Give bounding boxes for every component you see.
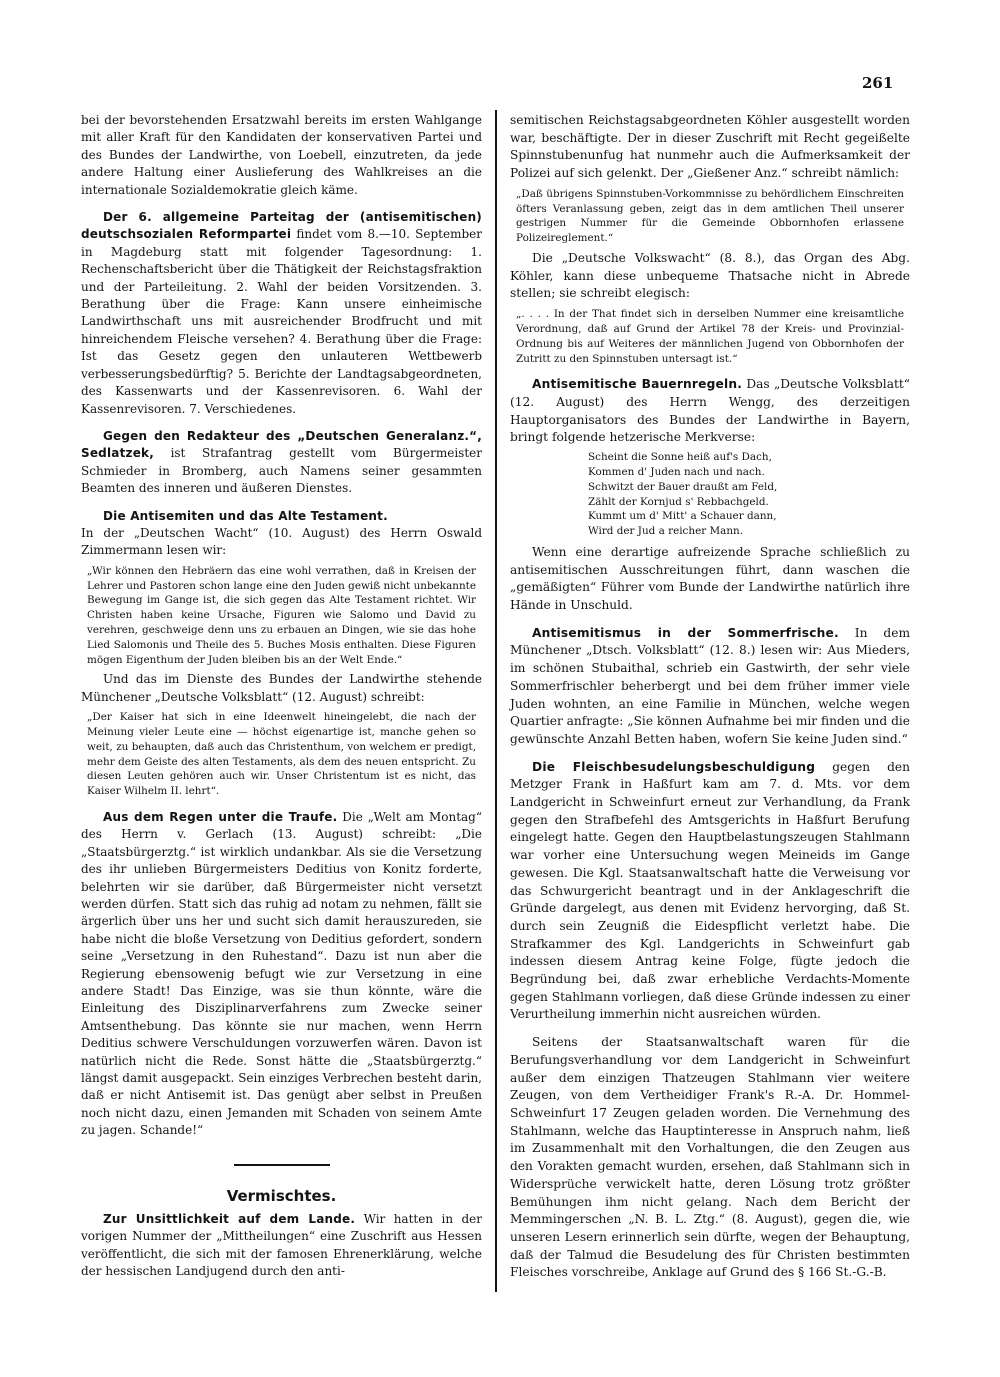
article-bauernregeln <box>510 376 910 447</box>
article-text: findet vom 8.—10. September in Magdeburg statt mit folgender Tagesordnung: 1. Rechenschaftsbericht über die Thätigkeit der Reichstagsfraktion und der Parteileitung. 2. Wahl der beiden Vorsitzenden. 3. Berathung über die Frage: Kann unsere einheimische Landwirthschaft uns mit ausreichender Brodfrucht und mit hinreichendem Fleische versehen? 4. Berathung über die Frage: Ist das Gesetz gegen den unlauteren Wettbewerb verbesserungsbedürftig? 5. Berichte der Landtagsabgeordneten, des Kassenwarts und der Kassenrevisoren. 6. Wahl der Kassenrevisoren. 7. Verschiedenes. <box>81 227 482 416</box>
article-text: Das „Deutsche Volksblatt“ (12. August) des Herrn Wengg, des derzeitigen Hauptorganisators des Bundes der Landwirthe in Bayern, bringt folgende hetzerische Merkverse: <box>510 377 911 445</box>
paragraph: Wenn eine derartige aufreizende Sprache schließlich zu antisemitischen Ausschreitungen führt, dann waschen die „gemäßigten“ Führer vom Bunde der Landwirthe natürlich ihre Hände in Unschuld. <box>510 544 910 612</box>
article-heading: Aus dem Regen unter die Traufe. <box>103 809 338 824</box>
verse-line: Zählt der Kornjud s' Rebbachgeld. <box>588 495 769 508</box>
paragraph: Die „Deutsche Volkswacht“ (8. 8.), das Organ des Abg. Köhler, kann diese unbequeme Thatsache nicht in Abrede stellen; sie schreibt elegisch: <box>510 251 910 301</box>
verse-line: Schwitzt der Bauer draußt am Feld, <box>588 480 778 493</box>
right-column <box>510 112 910 1282</box>
article-text: Die „Welt am Montag“ des Herrn v. Gerlach (13. August) schreibt: „Die „Staatsbürgerztg.“ ist wirklich undankbar. Als sie die Versetzung des ihr unlieben Bürgermeisters Deditius von Konitz forderte, belehrten wir sie darüber, daß Bürgermeister nicht versetzt werden dürfen. Statt sich das ruhig ad notam zu nehmen, fällt sie ärgerlich über uns her und sucht sich damit herauszureden, sie habe nicht die bloße Versetzung von Deditius gefordert, sondern seine „Versetzung in den Ruhestand“. Dazu ist nun aber die Regierung ebensowenig befugt wie zur Versetzung in eine andere Stadt! Das Einzige, was sie thun könnte, wäre die Einleitung des Disziplinarverfahrens zum Zwecke seiner Amtsenthebung. Das könnte sie nur machen, wenn Herrn Deditius schwere Verschuldungen vorzuwerfen wären. Davon ist natürlich nicht die Rede. Sonst hätte die „Staatsbürgerztg.“ längst damit ausgepackt. Sein einziges Verbrechen besteht darin, daß er nicht Antisemit ist. Das genügt aber selbst in Preußen noch nicht dazu, einen Jemanden mit Schaden von seinem Amte zu jagen. Schande!“ <box>81 809 482 1138</box>
article-heading: Antisemitismus in der Sommerfrische. <box>532 625 839 640</box>
paragraph: Seitens der Staatsanwaltschaft waren für die Berufungsverhandlung vor dem Landgericht in Schweinfurt außer dem einzigen Thatzeugen Stahlmann vier weitere Zeugen, von dem Vertheidiger Frank's R.-A. Dr. Hommel-Schweinfurt 17 Zeugen geladen worden. Die Vernehmung des Stahlmann, welche das Hauptinteresse in Anspruch nahm, ließ im Zusammenhalt mit den Vorhaltungen, die den Zeugen aus den Vorakten gemacht wurden, ersehen, daß Stahlmann sich in Widersprüche verwickelt hatte, deren Lösung trotz größter Bemühungen ihm nicht gelang. Nach dem Bericht der Memmingerschen „N. B. L. Ztg.“ (8. August), gegen die, wie unseren Lesern erinnerlich sein dürfte, wegen der Behauptung, daß der Talmud die Besudelung des für Christen bestimmten Fleisches vorschreibe, Anklage auf Grund des § 166 St.-G.-B. <box>510 1035 910 1280</box>
article-sommerfrische <box>510 625 910 749</box>
verse-line: Kummt um d' Mitt' a Schauer dann, <box>588 510 777 523</box>
article-parteitag <box>81 209 482 418</box>
column-divider <box>495 110 497 1292</box>
article-fleischbesudelung <box>510 759 910 1025</box>
verse-line: Scheint die Sonne heiß auf's Dach, <box>588 451 772 464</box>
article-text: In dem Münchener „Dtsch. Volksblatt“ (12. 8.) lesen wir: Aus Mieders, im schönen Stubaithal, schrieb ein Gastwirth, der sehr viele Sommerfrischler beherbergt und bei dem früher immer viele Juden wohnten, an eine Familie in München, welche wegen Quartier anfragte: „Sie können Aufnahme bei mir finden und die gewünschte Anzahl Betten haben, wofern Sie keine Juden sind.“ <box>510 625 910 746</box>
article-heading: Der 6. allgemeine Parteitag der (antisemitischen) deutschsozialen Reformpartei <box>81 210 482 242</box>
paragraph: bei der bevorstehenden Ersatzwahl bereits im ersten Wahlgange mit aller Kraft für den Kandidaten der konservativen Partei und des Bundes der Landwirthe, von Loebell, einzutreten, da jede andere Haltung einer Auslieferung des Wahlkreises an die internationale Sozialdemokratie gleich käme. <box>81 113 482 197</box>
verse-block <box>588 450 910 539</box>
article-redakteur <box>81 428 482 498</box>
article-traufe <box>81 809 482 1140</box>
block-quote: „Der Kaiser hat sich in eine Ideenwelt hineingelebt, die nach der Meinung vieler Leute eine — höchst eigenartige ist, manche gehen so weit, zu behaupten, daß auch das Christenthum, von welchem er predigt, mehr dem Geiste des alten Testaments, als dem des neuen entspricht. Zu diesen Leuten gehören auch wir. Unser Christentum ist es nicht, das Kaiser Wilhelm II. lehrt“. <box>87 711 476 798</box>
paragraph: Und das im Dienste des Bundes der Landwirthe stehende Münchener „Deutsche Volksblatt“ (12. August) schreibt: <box>81 672 482 704</box>
article-heading: Gegen den Redakteur des „Deutschen Generalanz.“, Sedlatzek, <box>81 428 482 461</box>
article-heading: Antisemitische Bauernregeln. <box>532 377 743 392</box>
article-heading: Die Fleischbesudelungsbeschuldigung <box>532 759 816 774</box>
paragraph: In der „Deutschen Wacht“ (10. August) des Herrn Oswald Zimmermann lesen wir: <box>81 525 482 558</box>
section-divider <box>234 1164 330 1166</box>
article-heading: Die Antisemiten und das Alte Testament. <box>103 508 388 523</box>
paragraph: semitischen Reichstagsabgeordneten Köhler ausgestellt worden war, beschäftigte. Der in dieser Zuschrift mit Recht gegeißelte Spinnstubenunfug hat nunmehr auch die Aufmerksamkeit der Polizei auf sich gelenkt. Der „Gießener Anz.“ schreibt nämlich: <box>510 113 910 181</box>
page-number: 261 <box>862 74 894 92</box>
article-text: gegen den Metzger Frank in Haßfurt kam am 7. d. Mts. vor dem Landgericht in Schweinfurt erneut zur Verhandlung, da Frank gegen den Strafbefehl des Amtsgerichts in Haßfurt Berufung eingelegt hatte. Gegen den Hauptbelastungszeugen Stahlmann war vorher eine Untersuchung wegen Meineids im Gange gewesen. Die Kgl. Staatsanwaltschaft hatte die Verweisung vor das Schwurgericht beantragt und in der Anklageschrift die Gründe dargelegt, aus denen mit Evidenz hervorging, daß St. durch sein Zeugniß die Eidespflicht verletzt habe. Die Strafkammer des Kgl. Landgerichts in Schweinfurt gab indessen diesem Antrag keine Folge, fügte jedoch die Begründung bei, daß zwar erhebliche Verdachts-Momente gegen Stahlmann vorliegen, daß diese Gründe indessen zu einer Verurtheilung immerhin nicht ausreichen würden. <box>510 759 910 1022</box>
verse-line: Wird der Jud a reicher Mann. <box>588 525 744 538</box>
article-text: Wir hatten in der vorigen Nummer der „Mittheilungen“ eine Zuschrift aus Hessen veröffentlicht, die sich mit der famosen Ehrenerklärung, welche der hessischen Landjugend durch den anti- <box>81 1212 482 1279</box>
article-text: ist Strafantrag gestellt vom Bürgermeister Schmieder in Bromberg, auch Namens seiner gesammten Beamten des inneren und äußeren Dienstes. <box>81 446 482 496</box>
left-column <box>81 112 482 1281</box>
verse-line: Kommen d' Juden nach und nach. <box>588 465 765 478</box>
block-quote: „Wir können den Hebräern das eine wohl verrathen, daß in Kreisen der Lehrer und Pastoren schon lange eine den Juden gewiß nicht unbekannte Bewegung im Gange ist, die sich gegen das Alte Testament richtet. Wir Christen haben keine Ursache, Figuren wie Salomo und David zu verehren, geschweige denn uns zu erbauen an Dingen, wie sie das hohe Lied Salomonis und Theile des 5. Buches Mosis enthalten. Diese Figuren mögen Eigenthum der Juden bleiben bis an der Welt Ende.“ <box>87 564 476 666</box>
block-quote: „. . . . In der That findet sich in derselben Nummer eine kreisamtliche Verordnung, daß auf Grund der Artikel 78 der Kreis- und Provinzial-Ordnung bis auf Weiteres der männlichen Jugend von Obbornhofen der Zutritt zu den Spinnstuben untersagt ist.“ <box>516 308 904 365</box>
article-heading: Zur Unsittlichkeit auf dem Lande. <box>103 1212 356 1227</box>
article-unsittlichkeit <box>81 1211 482 1281</box>
block-quote: „Daß übrigens Spinnstuben-Vorkommnisse zu behördlichem Einschreiten öfters Veranlassung geben, zeigt das in dem amtlichen Theil unserer gestrigen Nummer für die Gemeinde Obbornhofen erlassene Polizeireglement.“ <box>516 187 904 245</box>
section-title: Vermischtes. <box>226 1186 337 1205</box>
